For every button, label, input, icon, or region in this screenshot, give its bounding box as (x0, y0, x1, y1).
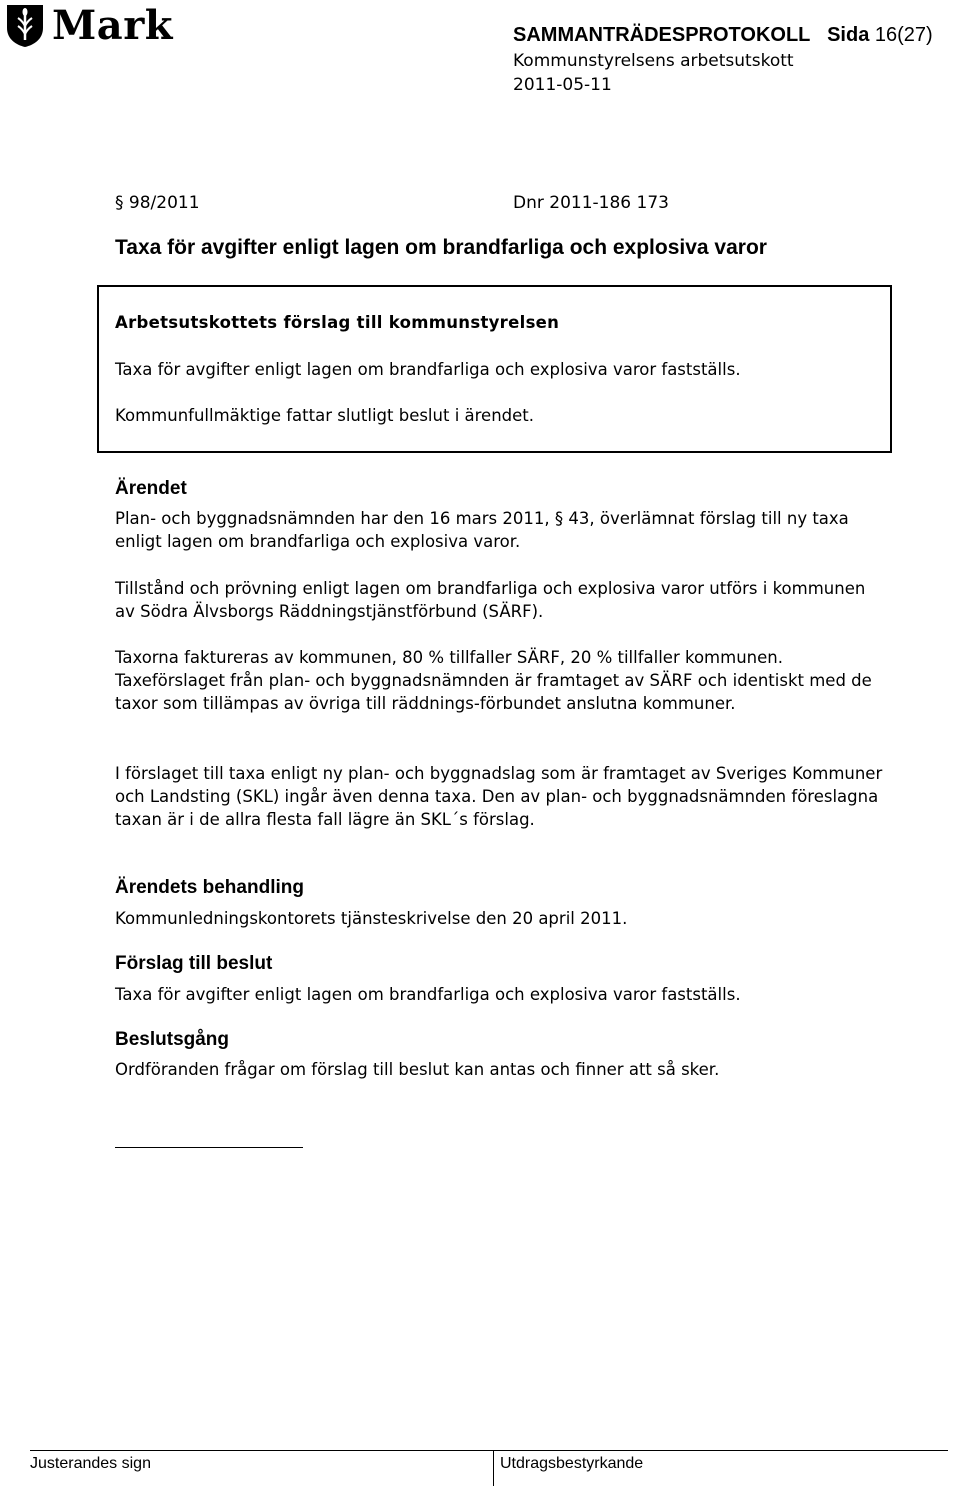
justerandes-sign-label: Justerandes sign (30, 1455, 151, 1472)
footer-rule (30, 1450, 948, 1451)
registration-number: Dnr 2011-186 173 (513, 193, 669, 213)
proposal-line-1: Taxa för avgifter enligt lagen om brandfarliga och explosiva varor fastställs. (115, 360, 741, 379)
case-title: Taxa för avgifter enligt lagen om brandfarliga och explosiva varor (115, 236, 767, 259)
meeting-date: 2011-05-11 (513, 75, 612, 95)
beslutsgang-text: Ordföranden frågar om förslag till beslut kan antas och finner att så sker. (115, 1060, 720, 1079)
forslag-text: Taxa för avgifter enligt lagen om brandfarliga och explosiva varor fastställs. (115, 985, 741, 1004)
arendet-paragraph-1: Plan- och byggnadsnämnden har den 16 mars 2011, § 43, överlämnat förslag till ny taxa enligt lagen om brandfarliga och explosiva varor. (115, 509, 849, 551)
behandling-text: Kommunledningskontorets tjänsteskrivelse den 20 april 2011. (115, 909, 628, 928)
document-type-title (513, 24, 933, 47)
case-number-value: 98/2011 (128, 193, 200, 213)
arendet-heading: Ärendet (115, 478, 187, 499)
case-number (115, 193, 200, 213)
page-label: Sida (827, 24, 870, 46)
arendet-paragraph-2: Tillstånd och prövning enligt lagen om brandfarliga och explosiva varor utförs i kommunen av Södra Älvsborgs Räddningstjänstförbund (SÄRF). (115, 579, 866, 621)
arendet-paragraph-4: I förslaget till taxa enligt ny plan- och byggnadslag som är framtaget av Sveriges Kommuner och Landsting (SKL) ingår även denna taxa. Den av plan- och byggnadsnämnden föreslagna taxan är i de allra flesta fall lägre än SKL´s förslag. (115, 764, 883, 829)
footer-separator (493, 1450, 494, 1486)
committee-name: Kommunstyrelsens arbetsutskott (513, 51, 794, 71)
section-divider (115, 1147, 303, 1148)
arendet-paragraph-3: Taxorna faktureras av kommunen, 80 % tillfaller SÄRF, 20 % tillfaller kommunen. Taxeförslaget från plan- och byggnadsnämnden är framtaget av SÄRF och identiskt med de taxor som tillämpas av övriga till räddnings-förbundet anslutna kommuner. (115, 648, 872, 713)
coat-of-arms-icon (6, 4, 44, 48)
municipality-logo (6, 4, 173, 48)
paragraph-symbol: § (115, 193, 124, 213)
beslutsgang-heading: Beslutsgång (115, 1029, 230, 1050)
logo-wordmark: Mark (52, 2, 173, 49)
protocol-title: SAMMANTRÄDESPROTOKOLL (513, 24, 811, 46)
forslag-heading: Förslag till beslut (115, 953, 273, 974)
proposal-heading: Arbetsutskottets förslag till kommunstyrelsen (115, 313, 560, 332)
page-number: 16(27) (874, 24, 933, 46)
utdragsbestyrkande-label: Utdragsbestyrkande (500, 1455, 644, 1472)
proposal-line-2: Kommunfullmäktige fattar slutligt beslut i ärendet. (115, 406, 535, 425)
behandling-heading: Ärendets behandling (115, 877, 304, 898)
